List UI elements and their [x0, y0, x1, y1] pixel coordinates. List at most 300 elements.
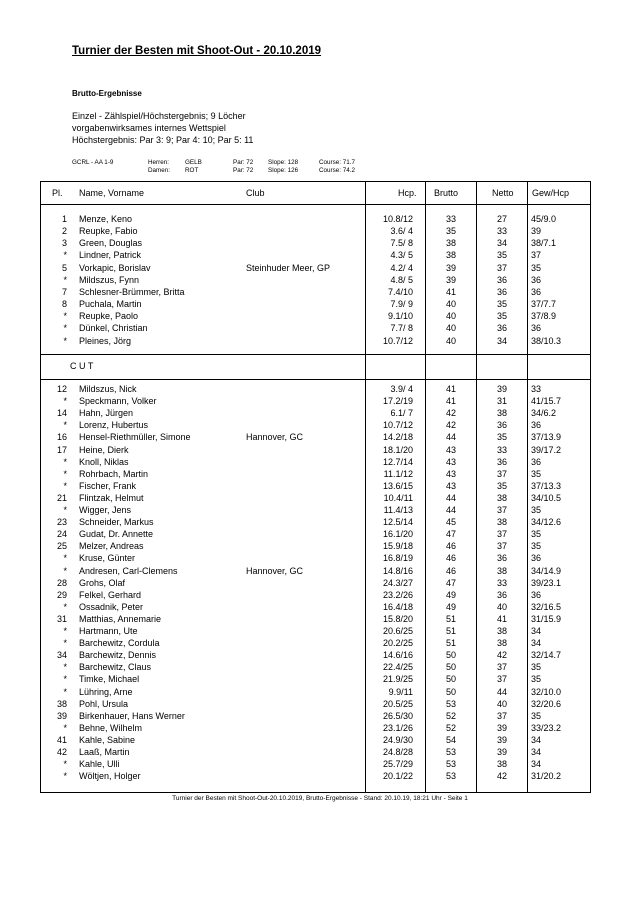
- cell-netto: 39: [496, 747, 507, 757]
- cell-pl: 8: [61, 299, 67, 310]
- cell-brutto: 44: [445, 492, 456, 503]
- cell-gew-hcp: 36: [531, 323, 542, 334]
- cell-pl: 34: [56, 650, 67, 661]
- cell-pl: *: [63, 626, 67, 636]
- cell-brutto: 42: [445, 408, 456, 419]
- cell-hcp: 25.7/29: [382, 759, 413, 770]
- cell-netto: 37: [496, 710, 507, 721]
- cell-pl: 24: [56, 529, 67, 540]
- herren-slope: Slope: 128: [268, 159, 299, 166]
- cell-name: Dünkel, Christian: [79, 323, 148, 334]
- cell-pl: *: [63, 771, 67, 782]
- cell-hcp: 15.9/18: [382, 541, 413, 552]
- cell-netto: 36: [496, 286, 507, 297]
- cell-pl: *: [63, 335, 67, 346]
- cell-netto: 36: [496, 456, 507, 467]
- cell-gew-hcp: 35: [531, 541, 542, 552]
- cell-name: Gudat, Dr. Annette: [79, 529, 154, 540]
- col-divider: [476, 182, 477, 792]
- cell-gew-hcp: 38/10.3: [531, 335, 562, 346]
- cell-name: Reupke, Fabio: [79, 226, 138, 237]
- cell-gew-hcp: 36: [531, 274, 542, 285]
- cell-hcp: 16.1/20: [382, 529, 413, 540]
- cell-brutto: 51: [445, 638, 456, 649]
- cell-netto: 38: [496, 517, 507, 528]
- cell-netto: 38: [496, 626, 507, 636]
- cell-gew-hcp: 35: [531, 674, 542, 685]
- cell-gew-hcp: 34/12.6: [531, 517, 562, 528]
- cell-brutto: 43: [445, 456, 456, 467]
- cell-name: Lorenz, Hubertus: [79, 420, 149, 431]
- cell-pl: 23: [56, 517, 67, 528]
- cell-netto: 35: [496, 250, 507, 261]
- cell-netto: 36: [496, 274, 507, 285]
- page-title: Turnier der Besten mit Shoot-Out - 20.10.2019: [72, 45, 322, 57]
- header-divider: [41, 204, 590, 205]
- cell-hcp: 4.2/ 4: [390, 262, 413, 273]
- cell-brutto: 52: [445, 722, 456, 733]
- cell-name: Barchewitz, Cordula: [79, 638, 160, 649]
- col-divider: [365, 182, 366, 792]
- cell-name: Felkel, Gerhard: [79, 589, 142, 600]
- herren-course: Course: 71.7: [319, 159, 356, 166]
- cell-netto: 39: [496, 734, 507, 745]
- cell-hcp: 7.5/ 8: [390, 238, 413, 249]
- cell-hcp: 11.1/12: [383, 468, 413, 479]
- cell-netto: 37: [496, 541, 507, 552]
- cell-brutto: 50: [445, 650, 456, 661]
- cell-pl: *: [63, 553, 67, 564]
- cell-netto: 38: [496, 408, 507, 419]
- cell-pl: *: [63, 686, 67, 697]
- cell-hcp: 3.9/ 4: [390, 384, 413, 394]
- cell-pl: 7: [61, 286, 67, 297]
- cell-hcp: 11.4/13: [383, 505, 413, 515]
- cell-brutto: 53: [445, 747, 456, 757]
- cell-hcp: 21.9/25: [382, 674, 413, 685]
- cell-gew-hcp: 32/16.5: [531, 601, 562, 612]
- cell-pl: 29: [56, 589, 67, 600]
- cell-brutto: 38: [445, 250, 456, 261]
- cell-brutto: 43: [445, 444, 456, 455]
- col-divider: [425, 182, 426, 792]
- cell-name: Speckmann, Volker: [79, 396, 157, 407]
- cell-brutto: 53: [445, 698, 456, 709]
- cell-brutto: 40: [445, 323, 456, 334]
- cell-name: Barchewitz, Dennis: [79, 650, 157, 661]
- cell-pl: *: [63, 323, 67, 334]
- cell-netto: 39: [496, 384, 507, 394]
- cell-hcp: 24.3/27: [382, 577, 413, 588]
- cell-name: Rohrbach, Martin: [79, 468, 149, 479]
- cut-label: C U T: [70, 361, 94, 371]
- cell-pl: *: [63, 565, 67, 576]
- cell-netto: 36: [496, 420, 507, 431]
- cell-hcp: 24.9/30: [382, 734, 413, 745]
- cell-pl: *: [63, 759, 67, 770]
- cell-hcp: 20.1/22: [382, 771, 413, 782]
- cell-gew-hcp: 32/20.6: [531, 698, 562, 709]
- cell-hcp: 17.2/19: [382, 396, 413, 407]
- cell-gew-hcp: 31/15.9: [531, 613, 562, 624]
- cell-gew-hcp: 39: [531, 226, 542, 237]
- cell-brutto: 40: [445, 335, 456, 346]
- cell-brutto: 47: [445, 529, 456, 540]
- cell-brutto: 41: [445, 384, 456, 394]
- col-divider: [527, 182, 528, 792]
- cell-pl: *: [63, 601, 67, 612]
- results-table: [40, 181, 591, 793]
- cell-netto: 37: [496, 505, 507, 515]
- cell-gew-hcp: 34: [531, 747, 542, 757]
- cell-gew-hcp: 36: [531, 456, 542, 467]
- cell-hcp: 14.8/16: [382, 565, 413, 576]
- cell-pl: 12: [56, 384, 67, 394]
- cell-pl: *: [63, 638, 67, 649]
- cell-brutto: 41: [445, 396, 456, 407]
- cell-gew-hcp: 34/10.5: [531, 492, 562, 503]
- damen-course: Course: 74.2: [319, 167, 356, 174]
- cell-name: Hahn, Jürgen: [79, 408, 134, 419]
- cell-name: Lühring, Arne: [79, 686, 133, 697]
- cell-hcp: 14.2/18: [382, 432, 413, 443]
- header-pl: Pl.: [52, 188, 63, 198]
- cell-name: Menze, Keno: [79, 214, 133, 224]
- cell-hcp: 23.2/26: [382, 589, 413, 600]
- cell-name: Melzer, Andreas: [79, 541, 144, 552]
- cell-brutto: 46: [445, 541, 456, 552]
- cell-name: Barchewitz, Claus: [79, 662, 152, 673]
- damen-par: Par: 72: [233, 167, 254, 174]
- cell-gew-hcp: 36: [531, 553, 542, 564]
- header-netto: Netto: [492, 188, 514, 198]
- cell-brutto: 45: [445, 517, 456, 528]
- cell-netto: 35: [496, 299, 507, 310]
- cell-gew-hcp: 36: [531, 286, 542, 297]
- cell-gew-hcp: 36: [531, 589, 542, 600]
- cell-pl: 31: [56, 613, 67, 624]
- info-line: Höchstergebnis: Par 3: 9; Par 4: 10; Par 5: 11: [72, 135, 254, 145]
- header-brutto: Brutto: [434, 188, 459, 198]
- cell-hcp: 7.4/10: [387, 286, 413, 297]
- cell-netto: 42: [496, 650, 507, 661]
- cell-name: Matthias, Annemarie: [79, 613, 162, 624]
- cell-netto: 31: [496, 396, 507, 407]
- cell-pl: *: [63, 456, 67, 467]
- cell-brutto: 39: [445, 262, 456, 273]
- cell-netto: 42: [496, 771, 507, 782]
- cell-netto: 36: [496, 553, 507, 564]
- cell-gew-hcp: 37/8.9: [531, 311, 557, 322]
- cell-gew-hcp: 37/7.7: [531, 299, 557, 310]
- cell-gew-hcp: 32/14.7: [531, 650, 562, 661]
- cell-pl: 25: [56, 541, 67, 552]
- herren-par: Par: 72: [233, 159, 254, 166]
- cell-hcp: 10.8/12: [382, 214, 413, 224]
- cell-name: Puchala, Martin: [79, 299, 142, 310]
- cell-name: Schneider, Markus: [79, 517, 154, 528]
- cell-netto: 41: [496, 613, 507, 624]
- cell-brutto: 46: [445, 553, 456, 564]
- cell-gew-hcp: 41/15.7: [531, 396, 562, 407]
- cell-hcp: 20.5/25: [382, 698, 413, 709]
- cell-pl: *: [63, 396, 67, 407]
- cell-pl: 14: [56, 408, 67, 419]
- cell-name: Mildszus, Fynn: [79, 274, 140, 285]
- cell-netto: 37: [496, 262, 507, 273]
- cell-name: Wöltjen, Holger: [79, 771, 141, 782]
- cut-divider-bottom: [41, 379, 590, 380]
- cell-pl: *: [63, 662, 67, 673]
- cell-brutto: 52: [445, 710, 456, 721]
- cell-hcp: 9.1/10: [387, 311, 413, 322]
- cell-hcp: 6.1/ 7: [390, 408, 413, 419]
- cell-netto: 37: [496, 662, 507, 673]
- cell-netto: 37: [496, 468, 507, 479]
- cell-hcp: 26.5/30: [382, 710, 413, 721]
- cell-netto: 37: [496, 674, 507, 685]
- cell-hcp: 14.6/16: [382, 650, 413, 661]
- cell-brutto: 46: [445, 565, 456, 576]
- cell-brutto: 39: [445, 274, 456, 285]
- cell-hcp: 23.1/26: [382, 722, 413, 733]
- cell-pl: 16: [56, 432, 67, 443]
- cell-hcp: 10.4/11: [383, 492, 413, 503]
- cell-gew-hcp: 39/17.2: [531, 444, 562, 455]
- cell-hcp: 10.7/12: [382, 335, 413, 346]
- course-name: GCRL - AA 1-9: [72, 159, 114, 166]
- cell-pl: *: [63, 722, 67, 733]
- cell-netto: 34: [496, 238, 507, 249]
- cell-hcp: 4.8/ 5: [390, 274, 413, 285]
- cell-brutto: 49: [445, 589, 456, 600]
- cell-pl: *: [63, 505, 67, 515]
- cell-name: Pohl, Ursula: [79, 698, 129, 709]
- herren-tee: GELB: [185, 159, 202, 166]
- cell-name: Grohs, Olaf: [79, 577, 126, 588]
- cell-gew-hcp: 34/14.9: [531, 565, 562, 576]
- cell-hcp: 24.8/28: [382, 747, 413, 757]
- cell-name: Flintzak, Helmut: [79, 492, 144, 503]
- cell-hcp: 13.6/15: [382, 480, 413, 491]
- cell-gew-hcp: 35: [531, 710, 542, 721]
- cell-brutto: 51: [445, 613, 456, 624]
- cell-brutto: 43: [445, 480, 456, 491]
- cell-gew-hcp: 35: [531, 529, 542, 540]
- cell-name: Kruse, Günter: [79, 553, 136, 564]
- cell-gew-hcp: 34: [531, 638, 542, 649]
- cell-name: Schlesner-Brümmer, Britta: [79, 286, 185, 297]
- cell-hcp: 3.6/ 4: [390, 226, 413, 237]
- cell-pl: 28: [56, 577, 67, 588]
- cell-brutto: 47: [445, 577, 456, 588]
- cell-netto: 38: [496, 759, 507, 770]
- cell-name: Kahle, Ulli: [79, 759, 120, 770]
- cell-hcp: 20.6/25: [382, 626, 413, 636]
- cell-pl: *: [63, 480, 67, 491]
- cell-hcp: 9.9/11: [388, 686, 413, 697]
- cell-name: Hensel-Riethmüller, Simone: [79, 432, 191, 443]
- cell-brutto: 44: [445, 432, 456, 443]
- cell-brutto: 44: [445, 505, 456, 515]
- cell-pl: 1: [61, 214, 67, 224]
- herren-label: Herren:: [148, 159, 169, 166]
- cell-gew-hcp: 33/23.2: [531, 722, 562, 733]
- cell-gew-hcp: 34: [531, 734, 542, 745]
- cell-name: Timke, Michael: [79, 674, 140, 685]
- page-subtitle: Brutto-Ergebnisse: [72, 89, 142, 98]
- cell-brutto: 54: [445, 734, 456, 745]
- cell-netto: 44: [496, 686, 507, 697]
- cell-hcp: 10.7/12: [382, 420, 413, 431]
- cell-brutto: 50: [445, 662, 456, 673]
- cell-hcp: 7.7/ 8: [390, 323, 413, 334]
- cell-gew-hcp: 32/10.0: [531, 686, 562, 697]
- cell-gew-hcp: 36: [531, 420, 542, 431]
- cell-netto: 36: [496, 589, 507, 600]
- cell-brutto: 53: [445, 771, 456, 782]
- cell-brutto: 50: [445, 674, 456, 685]
- cell-gew-hcp: 45/9.0: [531, 214, 557, 224]
- cell-gew-hcp: 35: [531, 262, 542, 273]
- cell-gew-hcp: 37: [531, 250, 542, 261]
- cell-gew-hcp: 37/13.9: [531, 432, 562, 443]
- cell-name: Pleines, Jörg: [79, 335, 132, 346]
- cell-netto: 33: [496, 577, 507, 588]
- cell-pl: *: [63, 274, 67, 285]
- cell-brutto: 42: [445, 420, 456, 431]
- cell-hcp: 20.2/25: [382, 638, 413, 649]
- cell-gew-hcp: 31/20.2: [531, 771, 562, 782]
- cell-pl: *: [63, 674, 67, 685]
- cell-pl: 2: [61, 226, 67, 237]
- cell-club: Hannover, GC: [246, 432, 304, 443]
- cell-name: Kahle, Sabine: [79, 734, 136, 745]
- cell-hcp: 16.8/19: [382, 553, 413, 564]
- cell-name: Wigger, Jens: [79, 505, 132, 515]
- cell-club: Hannover, GC: [246, 565, 304, 576]
- damen-tee: ROT: [185, 167, 199, 174]
- cell-name: Laaß, Martin: [79, 747, 130, 757]
- cell-hcp: 7.9/ 9: [390, 299, 413, 310]
- cell-pl: 21: [56, 492, 67, 503]
- cell-pl: 42: [56, 747, 67, 757]
- cell-netto: 38: [496, 492, 507, 503]
- cell-netto: 35: [496, 311, 507, 322]
- cell-netto: 38: [496, 565, 507, 576]
- cell-name: Knoll, Niklas: [79, 456, 129, 467]
- cell-gew-hcp: 37/13.3: [531, 480, 562, 491]
- cell-club: Steinhuder Meer, GP: [246, 262, 331, 273]
- cell-netto: 39: [496, 722, 507, 733]
- cell-netto: 35: [496, 480, 507, 491]
- cut-divider-top: [41, 354, 590, 355]
- cell-name: Vorkapic, Borislav: [79, 262, 151, 273]
- cell-netto: 33: [496, 226, 507, 237]
- damen-slope: Slope: 126: [268, 167, 299, 174]
- cell-brutto: 38: [445, 238, 456, 249]
- cell-name: Birkenhauer, Hans Werner: [79, 710, 185, 721]
- cell-netto: 36: [496, 323, 507, 334]
- cell-brutto: 40: [445, 311, 456, 322]
- cell-pl: 5: [61, 262, 67, 273]
- cell-netto: 38: [496, 638, 507, 649]
- cell-brutto: 40: [445, 299, 456, 310]
- header-club: Club: [246, 188, 265, 198]
- cell-pl: *: [63, 250, 67, 261]
- cell-name: Hartmann, Ute: [79, 626, 138, 636]
- cell-pl: 3: [61, 238, 67, 249]
- cell-brutto: 51: [445, 626, 456, 636]
- cell-pl: 17: [56, 444, 67, 455]
- cell-gew-hcp: 35: [531, 505, 542, 515]
- cell-netto: 27: [496, 214, 507, 224]
- cell-name: Andresen, Carl-Clemens: [79, 565, 178, 576]
- cell-brutto: 43: [445, 468, 456, 479]
- cell-gew-hcp: 39/23.1: [531, 577, 562, 588]
- cell-brutto: 53: [445, 759, 456, 770]
- cell-brutto: 35: [445, 226, 456, 237]
- cell-gew-hcp: 35: [531, 468, 542, 479]
- header-name: Name, Vorname: [79, 188, 145, 198]
- cell-pl: 39: [56, 710, 67, 721]
- cell-brutto: 49: [445, 601, 456, 612]
- cell-name: Green, Douglas: [79, 238, 143, 249]
- cell-gew-hcp: 33: [531, 384, 542, 394]
- info-line: Einzel - Zählspiel/Höchstergebnis; 9 Löcher: [72, 111, 246, 121]
- cell-hcp: 22.4/25: [382, 662, 413, 673]
- cell-gew-hcp: 34/6.2: [531, 408, 557, 419]
- cell-gew-hcp: 35: [531, 662, 542, 673]
- cell-name: Heine, Dierk: [79, 444, 129, 455]
- cell-netto: 40: [496, 698, 507, 709]
- cell-name: Reupke, Paolo: [79, 311, 139, 322]
- cell-hcp: 15.8/20: [382, 613, 413, 624]
- cell-name: Lindner, Patrick: [79, 250, 142, 261]
- cell-netto: 40: [496, 601, 507, 612]
- info-line: vorgabenwirksames internes Wettspiel: [72, 123, 226, 133]
- cell-pl: 41: [56, 734, 67, 745]
- cell-gew-hcp: 38/7.1: [531, 238, 557, 249]
- cell-netto: 34: [496, 335, 507, 346]
- cell-name: Behne, Wilhelm: [79, 722, 143, 733]
- cell-hcp: 18.1/20: [382, 444, 413, 455]
- cell-gew-hcp: 34: [531, 759, 542, 770]
- cell-pl: *: [63, 420, 67, 431]
- cell-name: Fischer, Frank: [79, 480, 137, 491]
- header-gew-hcp: Gew/Hcp: [532, 188, 570, 198]
- cell-hcp: 12.7/14: [382, 456, 413, 467]
- cell-gew-hcp: 34: [531, 626, 542, 636]
- cell-name: Ossadnik, Peter: [79, 601, 144, 612]
- cell-pl: 38: [56, 698, 67, 709]
- cell-brutto: 33: [445, 214, 456, 224]
- cell-hcp: 12.5/14: [382, 517, 413, 528]
- cell-brutto: 41: [445, 286, 456, 297]
- cell-pl: *: [63, 468, 67, 479]
- cell-netto: 35: [496, 432, 507, 443]
- cell-hcp: 4.3/ 5: [390, 250, 413, 261]
- header-hcp: Hcp.: [398, 188, 417, 198]
- cell-hcp: 16.4/18: [382, 601, 413, 612]
- cell-netto: 37: [496, 529, 507, 540]
- cell-netto: 33: [496, 444, 507, 455]
- cell-name: Mildszus, Nick: [79, 384, 137, 394]
- cell-pl: *: [63, 311, 67, 322]
- damen-label: Damen:: [148, 167, 171, 174]
- cell-brutto: 50: [445, 686, 456, 697]
- page-footer: Turnier der Besten mit Shoot-Out-20.10.2019, Brutto-Ergebnisse - Stand: 20.10.19, 18:21 Uhr - Seite 1: [172, 795, 468, 802]
